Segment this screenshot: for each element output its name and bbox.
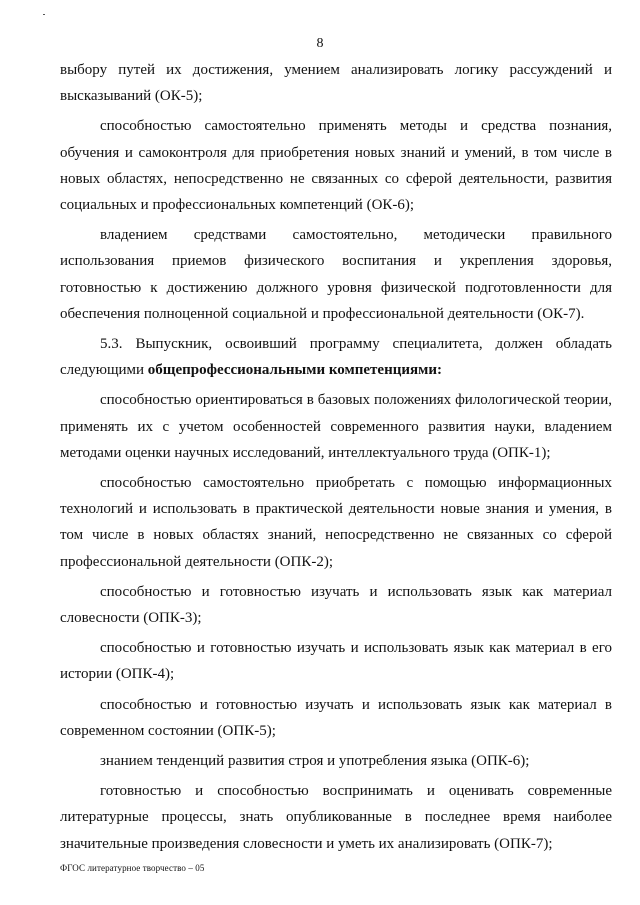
document-body [60,57,612,861]
clause-5-3-text: 5.3. Выпускник, освоивший программу специалитета, должен обладать следующими [60,336,612,379]
competency-ok7: владением средствами самостоятельно, методически правильного использования приемов физического воспитания и укрепления здоровья, готовностью к достижению должного уровня физической подготовленности для обеспечения полноценной социальной и профессиональной деятельности (ОК-7). [60,227,612,322]
footer-note: ФГОС литературное творчество – 05 [60,863,205,873]
competency-opk1: способностью ориентироваться в базовых положениях филологической теории, применять их с учетом особенностей современного развития науки, владением методами оценки научных исследований, интеллектуального труда (ОПК-1); [60,392,612,461]
clause-5-3 [60,331,612,383]
clause-5-3-bold: общепрофессиональными компетенциями: [147,362,442,379]
competency-opk2: способностью самостоятельно приобретать с помощью информационных технологий и использовать в практической деятельности новые знания и умения, в том числе в новых областях знаний, непосредственно не связанных со сферой профессиональной деятельности (ОПК-2); [60,475,612,570]
competency-opk4: способностью и готовностью изучать и использовать язык как материал в его истории (ОПК-4); [60,640,612,683]
scan-speck [43,14,45,15]
competency-ok6: способностью самостоятельно применять методы и средства познания, обучения и самоконтроля для приобретения новых знаний и умений, в том числе в новых областях, непосредственно не связанных со сферой деятельности, развития социальных и профессиональных компетенций (ОК-6); [60,118,612,214]
page-number: 8 [316,36,324,51]
competency-opk3: способностью и готовностью изучать и использовать язык как материал словесности (ОПК-3); [60,583,612,627]
paragraph-continuation: выбору путей их достижения, умением анализировать логику рассуждений и высказываний (ОК-5); [60,62,612,105]
competency-opk7: готовностью и способностью воспринимать и оценивать современные литературные процессы, знать опубликованные в последнее время наиболее значительные произведения словесности и уметь их анализировать (ОПК-7); [60,783,612,852]
competency-opk6: знанием тенденций развития строя и употребления языка (ОПК-6); [100,753,530,770]
competency-opk5: способностью и готовностью изучать и использовать язык как материал в современном состоянии (ОПК-5); [60,696,612,739]
